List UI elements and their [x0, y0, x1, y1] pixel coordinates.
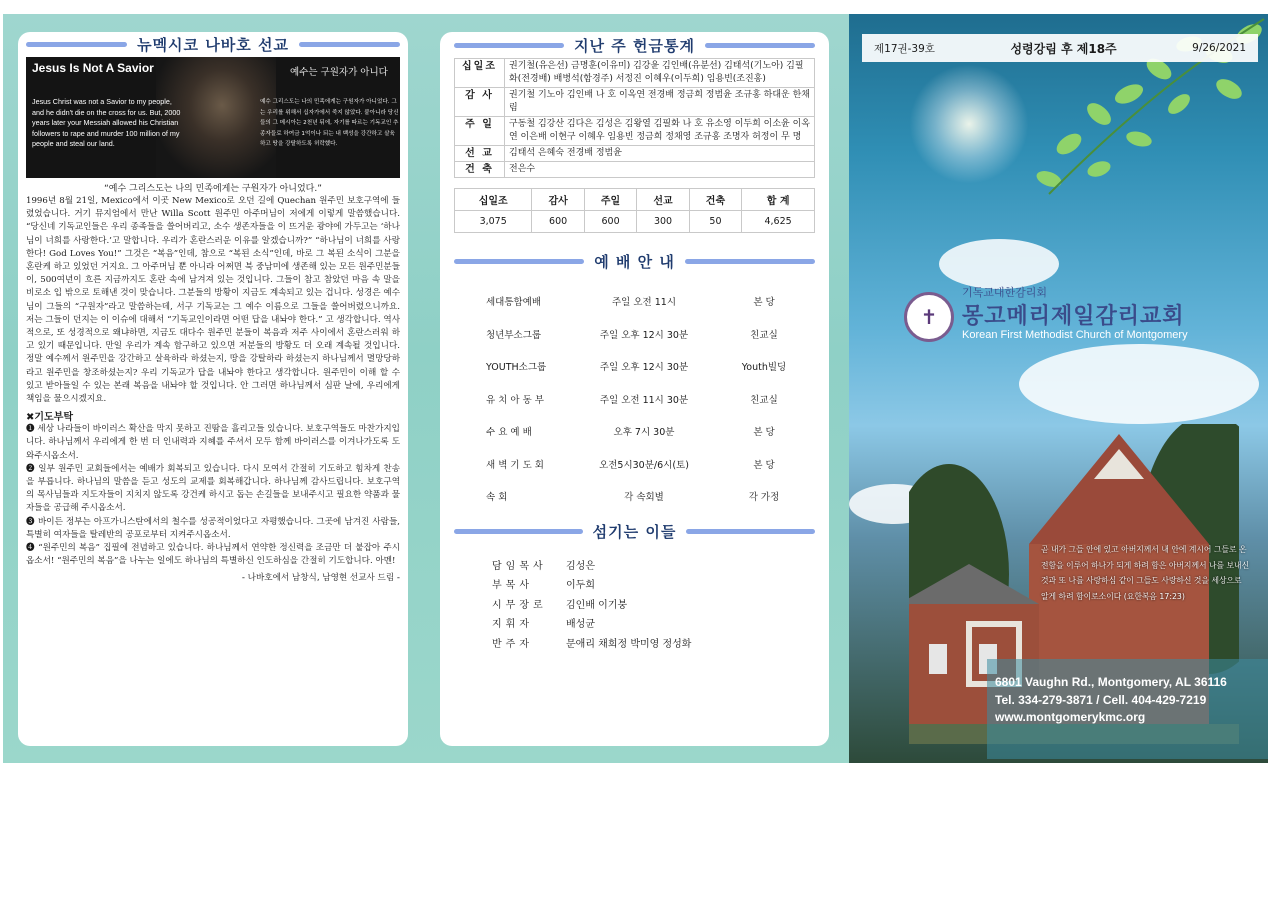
totals-header-cell: 주일 — [584, 189, 636, 211]
cloud-shape — [939, 239, 1059, 289]
staff-names: 김인배 이기붕 — [566, 599, 628, 611]
list-item — [454, 555, 815, 575]
service-name: 수 요 예 배 — [486, 427, 532, 439]
staff-role: 반주자 — [492, 638, 533, 650]
banner-body-en: Jesus Christ was not a Savior to my people, and he didn't die on the cross for us. But, 2000 years later your Messiah allowed his Christian followers to rape and murder 100 million of my people and steal our land. — [32, 97, 181, 148]
heading-rule — [705, 43, 815, 48]
heading-rule — [454, 529, 583, 534]
staff-role: 시무장로 — [492, 599, 547, 611]
list-item — [454, 594, 815, 614]
heading-rule — [454, 43, 564, 48]
totals-value-cell: 300 — [637, 211, 689, 233]
prayer-item: ❸ 바이든 정부는 아프가니스탄에서의 철수를 성공적이었다고 자평했습니다. 그곳에 남겨진 사람들, 특별히 여자들을 탈레반의 공포로부터 지켜주시옵소서. — [26, 516, 400, 540]
staff-list — [454, 555, 815, 653]
prayer-heading: ✖기도부탁 — [26, 412, 74, 424]
contact-box — [987, 659, 1268, 759]
service-place: 친교실 — [750, 394, 778, 406]
offering-category: 주 일 — [455, 117, 505, 146]
church-info-panel — [440, 32, 829, 746]
church-name-en: Korean First Methodist Church of Montgomery — [962, 329, 1188, 341]
staff-names: 문애리 채희정 박미영 정성화 — [566, 638, 692, 650]
table-row — [455, 117, 815, 146]
list-item — [454, 480, 815, 513]
offering-names: 구동철 김강산 김다은 김성은 김왕열 김필화 나 호 유소영 이두희 이소윤 이옥연 이은배 이현구 이혜우 임용빈 정금희 정채영 조규홍 조명자 허정이 무 명 — [505, 117, 815, 146]
offering-heading: 지난 주 헌금통계 — [574, 36, 695, 55]
service-time: 주일 오후 12시 30분 — [599, 362, 689, 374]
service-place: 본 당 — [753, 459, 775, 471]
totals-value-cell: 600 — [584, 211, 636, 233]
totals-header-cell: 건축 — [689, 189, 741, 211]
service-name: 새 벽 기 도 회 — [486, 459, 544, 471]
service-time: 주일 오전 11시 — [611, 297, 676, 309]
list-item — [454, 448, 815, 481]
offering-category: 선 교 — [455, 146, 505, 162]
staff-names: 김성은 — [566, 560, 595, 572]
service-time: 오전5시30분/6시(토) — [599, 459, 689, 471]
servants-heading: 섬기는 이들 — [592, 523, 677, 541]
service-place: Youth빌딩 — [741, 362, 787, 374]
service-place: 본 당 — [753, 297, 775, 309]
service-name: 유 치 아 동 부 — [486, 394, 544, 406]
servants-heading-row — [454, 519, 815, 545]
service-name: YOUTH소그룹 — [486, 362, 547, 374]
service-time: 주일 오전 11시 30분 — [599, 394, 689, 406]
church-website[interactable]: www.montgomerykmc.org — [995, 710, 1146, 724]
offering-names: 권기철(유은선) 금명훈(이유미) 김강윤 김인배(유분선) 김태석(기노아) 김필화(전경배) 배병석(함경주) 서정진 이혜우(이두희) 임용빈(조진홍) — [505, 59, 815, 88]
offering-totals-table — [454, 188, 815, 233]
offering-category: 건 축 — [455, 162, 505, 178]
heading-rule — [454, 259, 584, 264]
list-item — [454, 574, 815, 594]
liturgical-sunday: 성령강림 후 제18주 — [1010, 41, 1117, 56]
church-name-ko: 몽고메리제일감리교회 — [962, 304, 1185, 329]
jesus-not-savior-banner — [26, 57, 400, 178]
worship-heading: 예 배 안 내 — [594, 252, 675, 271]
methodist-seal-icon: ✝ — [904, 292, 954, 342]
banner-title-ko: 예수는 구원자가 아니다 — [290, 67, 388, 78]
missionary-signoff: - 나바호에서 남창식, 남영현 선교사 드림 - — [241, 573, 400, 584]
totals-header-cell: 선교 — [637, 189, 689, 211]
totals-value-cell: 50 — [689, 211, 741, 233]
offering-names: 김태석 은혜숙 전경배 정범윤 — [505, 146, 815, 162]
mission-heading: 뉴멕시코 나바호 선교 — [137, 35, 289, 54]
staff-role: 담임목사 — [492, 560, 547, 572]
totals-header-cell: 십일조 — [455, 189, 532, 211]
service-time: 각 속회별 — [624, 492, 664, 504]
totals-header-cell: 합 계 — [742, 189, 815, 211]
offering-category: 감 사 — [455, 88, 505, 117]
offering-heading-row — [454, 32, 815, 58]
church-address: 6801 Vaughn Rd., Montgomery, AL 36116 — [995, 675, 1227, 689]
essay-text: 1996년 8월 21일, Mexico에서 이곳 New Mexico로 오던 길에 Quechan 원주민 보호구역에 들렸었습니다. 거기 뮤지엄에서 만난 Willa Scott 원주민 아주머님이 저에게 이렇게 말씀했습니다. “당신네 기독교인들은 우리 종족들을 쓸어버리고, 소수 생존자들을 이 뜨거운 광야에 가두고는 ‘하나님이 너희를 사랑한다.’고 말합니다. 우리가 혼란스러운 이유를 알겠습니까?” “하나님이 너희를 사랑한다! God Loves You!” 그것은 “복음”인데, 참으로 “복된 소식”인데, 바로 그 복된 소식이 그분을 혼란케 하고 있었던 거지요. 그 아주머님 뿐 아니라 어쩌면 북 중남미에 생존해 있는 모든 원주민분들이, 500여년이 흐른 지금까지도 혼란 속에 남겨져 있는 것입니다. 그들이 참고 참았던 마음 속 말을 비로소 입 밖으로 토해낸 것이 맞습니다. 그분들의 방황이 지금도 계속되고 있는 겁니다. 성경은 예수님이 그들의 “구원자”라고 말씀하는데, 서구 기독교는 그 예수 이름으로 그들을 쓸어버렸으니까요. 저는 그들이 던지는 이 이슈에 대해서 “기독교인이라면 어떤 답을 내놔야 한다.” 고 생각합니다. 역사적으로, 또 성경적으로 왜냐하면, 지금도 대다수 원주민 분들이 복음과 저주 사이에서 혼란스러워 하고 있기 때문입니다. 만일 우리가 계속 함구하고 있으면 저분들의 방황도 더 오래 계속될 것입니다. 정말 예수께서 원주민을 강간하고 살육하라 하셨는지, 땅을 강탈하라 하셨는지 하나님께서 멸망당하라고 원주민을 창조하셨는지? 우리 기독교가 답을 내놔야 한다고 생각합니다. 원주민이 이해 할 수 있고 받아들일 수 있는 본래 복음을 내놔야 할 것입니다. 안 그러면 하나님께서 심판 날에, 우리에게 책임을 물으시겠지요. — [26, 196, 400, 405]
table-row — [455, 189, 815, 211]
table-row — [455, 59, 815, 88]
denomination-name: 기독교대한감리회 — [962, 286, 1048, 299]
table-row — [455, 88, 815, 117]
offering-names: 권기철 기노아 김인배 나 호 이옥연 전경배 정금희 정범윤 조규홍 하대운 한채림 — [505, 88, 815, 117]
bulletin-cover — [849, 14, 1268, 763]
totals-value-cell: 4,625 — [742, 211, 815, 233]
staff-role: 부목사 — [492, 580, 533, 592]
heading-rule — [299, 42, 400, 47]
church-phone: Tel. 334-279-3871 / Cell. 404-429-7219 — [995, 692, 1207, 707]
offering-names: 전은수 — [505, 162, 815, 178]
totals-value-cell: 3,075 — [455, 211, 532, 233]
issue-bar — [862, 34, 1258, 62]
worship-heading-row — [454, 249, 815, 273]
mission-heading-row — [26, 32, 400, 56]
essay-quote: “예수 그리스도는 나의 민족에게는 구원자가 아니었다.” — [104, 184, 322, 194]
list-item — [454, 633, 815, 653]
service-time: 오후 7시 30분 — [613, 427, 675, 439]
sun-glow — [909, 64, 1029, 184]
list-item — [454, 383, 815, 416]
prayer-item: ❶ 세상 나라들이 바이러스 확산을 막지 못하고 진땀을 흘리고들 있습니다. 보호구역들도 마찬가지입니다. 하나님께서 우리에게 한 번 더 인내력과 지혜를 주셔서 모두 함께 바이러스를 이겨나가도록 도와주시옵소서. — [26, 424, 400, 461]
list-item — [454, 613, 815, 633]
cloud-shape — [1019, 344, 1259, 424]
staff-role: 지휘자 — [492, 619, 533, 631]
scripture-verse: 곧 내가 그들 안에 있고 아버지께서 내 안에 계시어 그들로 온전함을 이루어 하나가 되게 하려 함은 아버지께서 나를 보내신 것과 또 나를 사랑하심 같이 그들도 사랑하신 것을 세상으로 알게 하려 함이로소이다 (요한복음 17:23) — [1041, 545, 1250, 601]
issue-number: 제17권-39호 — [874, 42, 935, 55]
heading-rule — [26, 42, 127, 47]
service-place: 친교실 — [750, 329, 778, 341]
service-place: 각 가정 — [748, 492, 780, 504]
banner-title-en: Jesus Is Not A Savior — [32, 61, 154, 75]
service-name: 청년부소그룹 — [486, 329, 542, 341]
service-name: 세대통합예배 — [486, 297, 542, 309]
service-name: 속 회 — [486, 492, 508, 504]
church-logo-block — [904, 284, 1244, 354]
offering-category: 십일조 — [455, 59, 505, 88]
prayer-item: ❷ 일부 원주민 교회들에서는 예배가 회복되고 있습니다. 다시 모여서 간절히 기도하고 힘차게 찬송을 부릅니다. 하나님의 말씀을 듣고 성도의 교제를 회복해갑니다. 하나님께 감사드립니다. 보호구역의 목사님들과 지도자들이 지치지 않도록 강건케 하시고 돕는 손길들을 보내주시고 필요한 약품과 물자들을 공급해 주시옵소서. — [26, 463, 400, 514]
table-row — [455, 146, 815, 162]
service-time: 주일 오후 12시 30분 — [599, 329, 689, 341]
prayer-item: ❹ “원주민의 복음” 집필에 전념하고 있습니다. 하나님께서 연약한 정신력을 조금만 더 붙잡아 주시옵소서! “원주민의 복음”을 나누는 일에도 하나님의 특별하신 인도하심을 간절히 기도합니다. 아멘! — [26, 543, 400, 567]
list-item — [454, 318, 815, 351]
heading-rule — [686, 529, 815, 534]
banner-body-ko: 예수 그리스도는 나의 민족에게는 구원자가 아니었다. 그는 우리를 위해서 십자가에서 죽지 않았다. 붙아니라 당신들의 그 메시아는 2천년 뒤에, 자기를 따르는 기독교인 추종자들로 하여금 1억이나 되는 내 백성을 강간하고 살육하고 땅을 강탈하도록 허락했다. — [260, 99, 399, 147]
offering-names-table — [454, 58, 815, 178]
worship-schedule — [454, 285, 815, 513]
totals-value-cell: 600 — [532, 211, 584, 233]
mission-report-panel — [18, 32, 408, 746]
list-item — [454, 415, 815, 448]
list-item — [454, 285, 815, 318]
table-row — [455, 211, 815, 233]
totals-header-cell: 감사 — [532, 189, 584, 211]
heading-rule — [685, 259, 815, 264]
list-item — [454, 350, 815, 383]
staff-names: 배성균 — [566, 619, 595, 631]
table-row — [455, 162, 815, 178]
issue-date: 9/26/2021 — [1192, 42, 1246, 54]
staff-names: 이두희 — [566, 580, 595, 592]
service-place: 본 당 — [753, 427, 775, 439]
